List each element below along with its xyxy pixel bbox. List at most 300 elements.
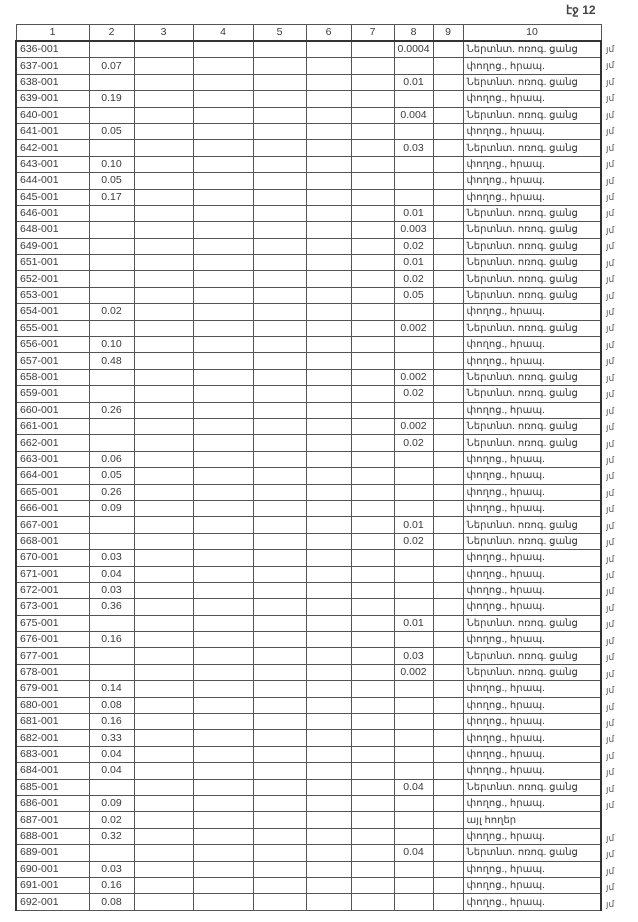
table-row xyxy=(16,648,601,664)
col4 xyxy=(193,402,253,418)
column-header: 2 xyxy=(89,25,134,42)
col9 xyxy=(433,812,463,828)
col5 xyxy=(253,894,306,910)
col6 xyxy=(306,369,351,385)
col2-value: 0.14 xyxy=(89,681,134,697)
land-use: Ներտնտ. ոռոգ. ցանց xyxy=(463,222,601,238)
col2-value: 0.48 xyxy=(89,353,134,369)
table-row xyxy=(16,353,601,369)
col7 xyxy=(351,894,394,910)
col7 xyxy=(351,779,394,795)
col8-value: 0.02 xyxy=(394,386,433,402)
col2-value xyxy=(89,41,134,58)
col8-value xyxy=(394,746,433,762)
land-use: Ներտնտ. ոռոգ. ցանց xyxy=(463,41,601,58)
col5 xyxy=(253,320,306,336)
col5 xyxy=(253,337,306,353)
parcel-id: 649-001 xyxy=(16,238,89,254)
margin-mark: յմ xyxy=(606,619,615,630)
margin-marks xyxy=(606,41,636,912)
col3 xyxy=(134,632,193,648)
margin-mark: յմ xyxy=(606,257,615,268)
col6 xyxy=(306,205,351,221)
col5 xyxy=(253,91,306,107)
col6 xyxy=(306,320,351,336)
parcel-id: 666-001 xyxy=(16,500,89,516)
col5 xyxy=(253,107,306,123)
col9 xyxy=(433,500,463,516)
col3 xyxy=(134,484,193,500)
parcel-id: 683-001 xyxy=(16,746,89,762)
col6 xyxy=(306,779,351,795)
col9 xyxy=(433,435,463,451)
col5 xyxy=(253,582,306,598)
col4 xyxy=(193,517,253,533)
parcel-id: 661-001 xyxy=(16,418,89,434)
col7 xyxy=(351,418,394,434)
col3 xyxy=(134,828,193,844)
col9 xyxy=(433,697,463,713)
col8-value xyxy=(394,550,433,566)
col8-value xyxy=(394,599,433,615)
col6 xyxy=(306,861,351,877)
table-row xyxy=(16,714,601,730)
col5 xyxy=(253,173,306,189)
col6 xyxy=(306,189,351,205)
col9 xyxy=(433,632,463,648)
col4 xyxy=(193,812,253,828)
col3 xyxy=(134,320,193,336)
col7 xyxy=(351,189,394,205)
col7 xyxy=(351,140,394,156)
table-row xyxy=(16,763,601,779)
col4 xyxy=(193,58,253,74)
col2-value: 0.04 xyxy=(89,566,134,582)
column-header: 5 xyxy=(253,25,306,42)
col8-value xyxy=(394,484,433,500)
col3 xyxy=(134,418,193,434)
table-row xyxy=(16,287,601,303)
col6 xyxy=(306,632,351,648)
col2-value: 0.10 xyxy=(89,156,134,172)
col9 xyxy=(433,418,463,434)
col7 xyxy=(351,222,394,238)
land-use: փողոց., հրապ. xyxy=(463,828,601,844)
parcel-id: 690-001 xyxy=(16,861,89,877)
land-use: Ներտնտ. ոռոգ. ցանց xyxy=(463,140,601,156)
margin-mark: յմ xyxy=(606,323,615,334)
parcel-id: 652-001 xyxy=(16,271,89,287)
parcel-id: 686-001 xyxy=(16,795,89,811)
col9 xyxy=(433,74,463,90)
col3 xyxy=(134,173,193,189)
margin-mark: յմ xyxy=(606,93,615,104)
col7 xyxy=(351,632,394,648)
col8-value: 0.0004 xyxy=(394,41,433,58)
parcel-id: 641-001 xyxy=(16,123,89,139)
margin-mark: յմ xyxy=(606,44,615,54)
table-row xyxy=(16,894,601,910)
col3 xyxy=(134,123,193,139)
col6 xyxy=(306,894,351,910)
col7 xyxy=(351,861,394,877)
col4 xyxy=(193,435,253,451)
col6 xyxy=(306,74,351,90)
col9 xyxy=(433,287,463,303)
col5 xyxy=(253,189,306,205)
table-row xyxy=(16,156,601,172)
col4 xyxy=(193,353,253,369)
parcel-id: 691-001 xyxy=(16,877,89,893)
col9 xyxy=(433,255,463,271)
col6 xyxy=(306,435,351,451)
parcel-id: 670-001 xyxy=(16,550,89,566)
col7 xyxy=(351,468,394,484)
col3 xyxy=(134,74,193,90)
col7 xyxy=(351,238,394,254)
col2-value: 0.36 xyxy=(89,599,134,615)
col3 xyxy=(134,205,193,221)
margin-mark: յմ xyxy=(606,701,615,712)
col8-value xyxy=(394,451,433,467)
col3 xyxy=(134,550,193,566)
land-use: փողոց., հրապ. xyxy=(463,894,601,910)
margin-mark: յմ xyxy=(606,882,615,893)
col2-value: 0.16 xyxy=(89,714,134,730)
col8-value xyxy=(394,402,433,418)
col7 xyxy=(351,320,394,336)
parcel-id: 679-001 xyxy=(16,681,89,697)
col3 xyxy=(134,386,193,402)
table-row xyxy=(16,861,601,877)
col5 xyxy=(253,763,306,779)
margin-mark: յմ xyxy=(606,422,615,433)
col3 xyxy=(134,533,193,549)
margin-mark: յմ xyxy=(606,717,615,728)
col5 xyxy=(253,845,306,861)
col4 xyxy=(193,91,253,107)
parcel-id: 657-001 xyxy=(16,353,89,369)
table-row xyxy=(16,828,601,844)
col2-value: 0.26 xyxy=(89,484,134,500)
col4 xyxy=(193,484,253,500)
land-use: փողոց., հրապ. xyxy=(463,730,601,746)
column-header: 3 xyxy=(134,25,193,42)
col8-value: 0.02 xyxy=(394,435,433,451)
col7 xyxy=(351,255,394,271)
col2-value xyxy=(89,140,134,156)
col7 xyxy=(351,795,394,811)
col7 xyxy=(351,877,394,893)
col4 xyxy=(193,828,253,844)
col4 xyxy=(193,845,253,861)
col4 xyxy=(193,861,253,877)
col5 xyxy=(253,648,306,664)
col5 xyxy=(253,877,306,893)
col2-value: 0.08 xyxy=(89,894,134,910)
col2-value: 0.19 xyxy=(89,91,134,107)
col5 xyxy=(253,271,306,287)
col4 xyxy=(193,418,253,434)
land-use: փողոց., հրապ. xyxy=(463,877,601,893)
col3 xyxy=(134,238,193,254)
col3 xyxy=(134,894,193,910)
col5 xyxy=(253,566,306,582)
parcel-id: 678-001 xyxy=(16,664,89,680)
col5 xyxy=(253,664,306,680)
col3 xyxy=(134,795,193,811)
col9 xyxy=(433,369,463,385)
col2-value: 0.04 xyxy=(89,763,134,779)
col5 xyxy=(253,369,306,385)
col9 xyxy=(433,123,463,139)
col6 xyxy=(306,828,351,844)
margin-mark: յմ xyxy=(606,602,615,613)
col6 xyxy=(306,681,351,697)
col8-value: 0.05 xyxy=(394,287,433,303)
col6 xyxy=(306,123,351,139)
col7 xyxy=(351,845,394,861)
table-row xyxy=(16,582,601,598)
col9 xyxy=(433,484,463,500)
col3 xyxy=(134,615,193,631)
col3 xyxy=(134,714,193,730)
col2-value xyxy=(89,107,134,123)
col7 xyxy=(351,730,394,746)
col9 xyxy=(433,41,463,58)
col3 xyxy=(134,222,193,238)
col7 xyxy=(351,205,394,221)
col7 xyxy=(351,697,394,713)
table-row xyxy=(16,386,601,402)
land-use: Ներտնտ. ոռոգ. ցանց xyxy=(463,107,601,123)
col4 xyxy=(193,714,253,730)
col8-value: 0.002 xyxy=(394,418,433,434)
col4 xyxy=(193,41,253,58)
col2-value xyxy=(89,435,134,451)
col2-value xyxy=(89,271,134,287)
col3 xyxy=(134,435,193,451)
col7 xyxy=(351,582,394,598)
col7 xyxy=(351,648,394,664)
col9 xyxy=(433,271,463,287)
table-row xyxy=(16,91,601,107)
margin-mark: յմ xyxy=(606,865,615,876)
col3 xyxy=(134,812,193,828)
col6 xyxy=(306,500,351,516)
land-use: փողոց., հրապ. xyxy=(463,746,601,762)
parcel-id: 665-001 xyxy=(16,484,89,500)
margin-mark: յմ xyxy=(606,783,615,794)
col3 xyxy=(134,189,193,205)
col3 xyxy=(134,337,193,353)
col8-value xyxy=(394,681,433,697)
col9 xyxy=(433,845,463,861)
col5 xyxy=(253,746,306,762)
col3 xyxy=(134,517,193,533)
col9 xyxy=(433,648,463,664)
col3 xyxy=(134,582,193,598)
margin-mark: յմ xyxy=(606,356,615,367)
land-use: Ներտնտ. ոռոգ. ցանց xyxy=(463,664,601,680)
margin-mark: յմ xyxy=(606,652,615,663)
col8-value xyxy=(394,337,433,353)
col6 xyxy=(306,599,351,615)
col7 xyxy=(351,746,394,762)
col5 xyxy=(253,156,306,172)
col2-value xyxy=(89,615,134,631)
table-row xyxy=(16,337,601,353)
col7 xyxy=(351,369,394,385)
land-use: փողոց., հրապ. xyxy=(463,861,601,877)
column-header: 7 xyxy=(351,25,394,42)
col2-value: 0.32 xyxy=(89,828,134,844)
col3 xyxy=(134,861,193,877)
column-header: 1 xyxy=(16,25,89,42)
col5 xyxy=(253,517,306,533)
margin-mark: յմ xyxy=(606,290,615,301)
col3 xyxy=(134,877,193,893)
parcel-id: 664-001 xyxy=(16,468,89,484)
col3 xyxy=(134,255,193,271)
col9 xyxy=(433,189,463,205)
col4 xyxy=(193,500,253,516)
table-row xyxy=(16,599,601,615)
col4 xyxy=(193,615,253,631)
land-use: Ներտնտ. ոռոգ. ցանց xyxy=(463,779,601,795)
land-use: փողոց., հրապ. xyxy=(463,681,601,697)
col9 xyxy=(433,320,463,336)
table-row xyxy=(16,517,601,533)
col5 xyxy=(253,812,306,828)
col4 xyxy=(193,255,253,271)
table-row xyxy=(16,795,601,811)
col8-value xyxy=(394,468,433,484)
col2-value xyxy=(89,648,134,664)
col3 xyxy=(134,304,193,320)
parcel-id: 681-001 xyxy=(16,714,89,730)
land-use: փողոց., հրապ. xyxy=(463,550,601,566)
col7 xyxy=(351,74,394,90)
col9 xyxy=(433,402,463,418)
col6 xyxy=(306,402,351,418)
col4 xyxy=(193,550,253,566)
table-row xyxy=(16,255,601,271)
land-use: փողոց., հրապ. xyxy=(463,632,601,648)
col5 xyxy=(253,681,306,697)
col3 xyxy=(134,845,193,861)
column-header: 8 xyxy=(394,25,433,42)
land-register-table xyxy=(15,24,602,911)
col8-value xyxy=(394,795,433,811)
parcel-id: 684-001 xyxy=(16,763,89,779)
col8-value: 0.002 xyxy=(394,369,433,385)
col7 xyxy=(351,41,394,58)
parcel-id: 687-001 xyxy=(16,812,89,828)
col8-value xyxy=(394,828,433,844)
land-use: փողոց., հրապ. xyxy=(463,582,601,598)
col2-value xyxy=(89,418,134,434)
table-row xyxy=(16,845,601,861)
col4 xyxy=(193,287,253,303)
col9 xyxy=(433,337,463,353)
col5 xyxy=(253,58,306,74)
col3 xyxy=(134,140,193,156)
land-use: փողոց., հրապ. xyxy=(463,451,601,467)
margin-mark: յմ xyxy=(606,833,615,843)
margin-mark: յմ xyxy=(606,570,615,580)
parcel-id: 668-001 xyxy=(16,533,89,549)
col2-value: 0.03 xyxy=(89,861,134,877)
col4 xyxy=(193,189,253,205)
land-use: այլ հողեր xyxy=(463,812,601,828)
col3 xyxy=(134,271,193,287)
table-row xyxy=(16,468,601,484)
col6 xyxy=(306,271,351,287)
table-row xyxy=(16,550,601,566)
margin-mark: յմ xyxy=(606,208,615,219)
col3 xyxy=(134,402,193,418)
col7 xyxy=(351,402,394,418)
col8-value: 0.01 xyxy=(394,615,433,631)
margin-mark: յմ xyxy=(606,635,615,646)
parcel-id: 651-001 xyxy=(16,255,89,271)
parcel-id: 648-001 xyxy=(16,222,89,238)
margin-mark: յմ xyxy=(606,109,615,120)
margin-mark: յմ xyxy=(606,224,615,235)
col8-value xyxy=(394,632,433,648)
margin-mark: յմ xyxy=(606,60,615,71)
table-row xyxy=(16,41,601,58)
land-use: փողոց., հրապ. xyxy=(463,353,601,369)
parcel-id: 642-001 xyxy=(16,140,89,156)
col8-value xyxy=(394,697,433,713)
col2-value xyxy=(89,533,134,549)
land-use: փողոց., հրապ. xyxy=(463,484,601,500)
land-use: Ներտնտ. ոռոգ. ցանց xyxy=(463,648,601,664)
table-body xyxy=(16,41,601,910)
col4 xyxy=(193,795,253,811)
land-use: Ներտնտ. ոռոգ. ցանց xyxy=(463,533,601,549)
col3 xyxy=(134,599,193,615)
col8-value xyxy=(394,714,433,730)
col7 xyxy=(351,435,394,451)
parcel-id: 667-001 xyxy=(16,517,89,533)
col8-value: 0.01 xyxy=(394,205,433,221)
col2-value: 0.07 xyxy=(89,58,134,74)
parcel-id: 636-001 xyxy=(16,41,89,58)
parcel-id: 689-001 xyxy=(16,845,89,861)
parcel-id: 643-001 xyxy=(16,156,89,172)
column-header: 4 xyxy=(193,25,253,42)
table-row xyxy=(16,74,601,90)
col9 xyxy=(433,468,463,484)
col5 xyxy=(253,304,306,320)
col2-value xyxy=(89,74,134,90)
col9 xyxy=(433,861,463,877)
col3 xyxy=(134,681,193,697)
col8-value xyxy=(394,500,433,516)
col4 xyxy=(193,894,253,910)
col5 xyxy=(253,451,306,467)
parcel-id: 655-001 xyxy=(16,320,89,336)
col5 xyxy=(253,402,306,418)
col8-value: 0.004 xyxy=(394,107,433,123)
col6 xyxy=(306,746,351,762)
col8-value: 0.003 xyxy=(394,222,433,238)
land-use: փողոց., հրապ. xyxy=(463,156,601,172)
col7 xyxy=(351,714,394,730)
